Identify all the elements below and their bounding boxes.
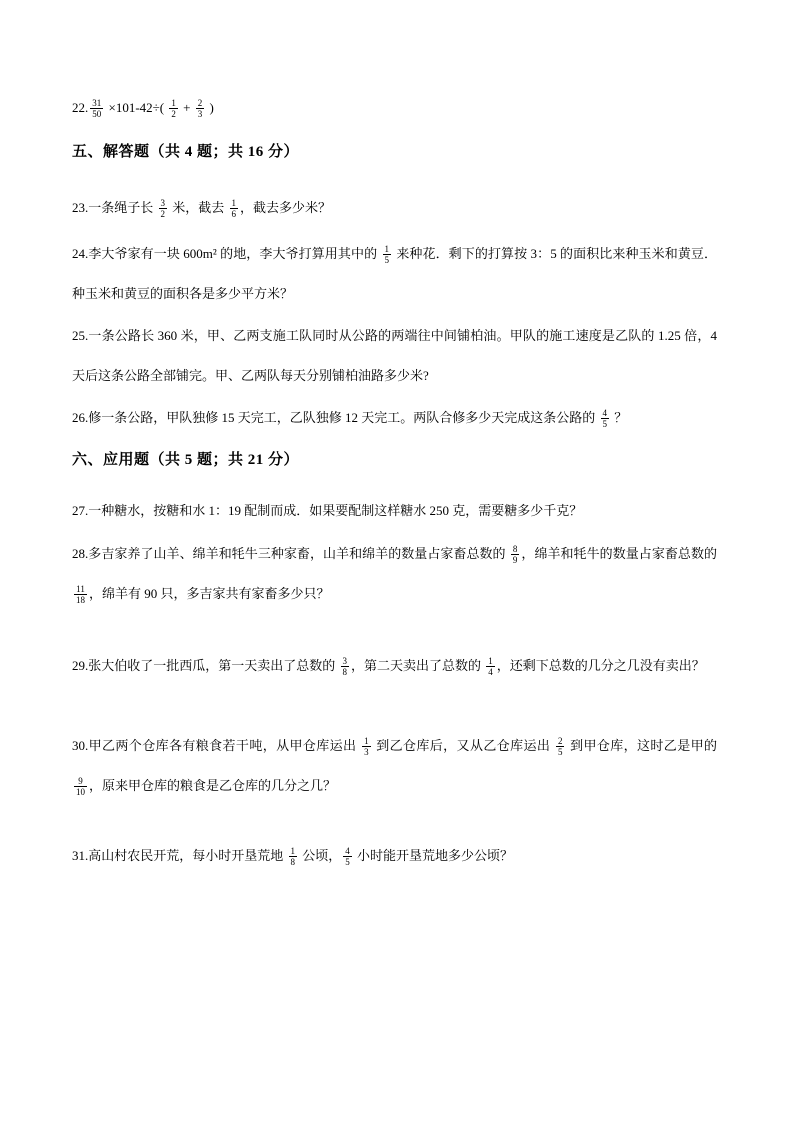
fraction: $\frac{1}{5}$ <box>384 243 389 265</box>
fraction: $\frac{3}{8}$ <box>342 655 348 677</box>
fraction: $\frac{11}{18}$ <box>76 583 85 605</box>
fraction: $\frac{1}{8}$ <box>290 845 296 867</box>
fraction: $\frac{4}{5}$ <box>602 407 608 429</box>
section-heading-5: 五、解答题（共 4 题；共 16 分） <box>72 144 300 160</box>
question-22: 22. $\frac{31}{50}$ ×101-42÷( $\frac{1}{2}$ + $\frac{2}{3}$ ) <box>72 97 214 119</box>
fraction: $\frac{2}{5}$ <box>557 735 563 757</box>
fraction: $\frac{1}{2}$ <box>171 97 176 119</box>
fraction: $\frac{9}{10}$ <box>76 775 85 797</box>
question-23: 23.一条绳子长 $\frac{3}{2}$ 米，截去 $\frac{1}{6}$ ，截去多少米？ <box>72 197 332 219</box>
fraction: $\frac{4}{5}$ <box>345 845 350 867</box>
fraction: $\frac{1}{6}$ <box>231 197 237 219</box>
question-28: 28.多吉家养了山羊、绵羊和牦牛三种家畜，山羊和绵羊的数量占家畜总数的 $\frac{8}{9}$ ，绵羊和牦牛的数量占家畜总数的 $\frac{11}{18}$ ，绵羊有 90 只，多吉家共有家畜多少只？ <box>72 543 717 605</box>
fraction: $\frac{3}{2}$ <box>160 197 166 219</box>
question-25: 25.一条公路长 360 米，甲、乙两支施工队同时从公路的两端往中间铺柏油。甲队的施工速度是乙队的 1.25 倍，4 天后这条公路全部铺完。甲、乙两队每天分别铺柏油路多少米? <box>72 328 717 383</box>
question-26: 26.修一条公路，甲队独修 15 天完工，乙队独修 12 天完工。两队合修多少天完成这条公路的 $\frac{4}{5}$ ？ <box>72 407 628 429</box>
fraction: $\frac{8}{9}$ <box>512 543 518 565</box>
question-30: 30.甲乙两个仓库各有粮食若干吨，从甲仓库运出 $\frac{1}{3}$ 到乙仓库后，又从乙仓库运出 $\frac{2}{5}$ 到甲仓库，这时乙是甲的 $\frac{9}{10}$ ，原来甲仓库的粮食是乙仓库的几分之几？ <box>72 735 717 797</box>
section-heading-6: 六、应用题（共 5 题；共 21 分） <box>72 452 300 468</box>
question-31: 31.高山村农民开荒，每小时开垦荒地 $\frac{1}{8}$ 公顷， $\frac{4}{5}$ 小时能开垦荒地多少公顷？ <box>72 845 514 867</box>
question-27: 27.一种糖水，按糖和水 1：19 配制而成．如果要配制这样糖水 250 克，需要糖多少千克？ <box>72 503 583 518</box>
question-29: 29.张大伯收了一批西瓜，第一天卖出了总数的 $\frac{3}{8}$ ，第二天卖出了总数的 $\frac{1}{4}$ ，还剩下总数的几分之几没有卖出？ <box>72 655 705 677</box>
fraction: $\frac{31}{50}$ <box>92 97 102 119</box>
question-24: 24.李大爷家有一块 600m² 的地，李大爷打算用其中的 $\frac{1}{5}$ 来种花．剩下的打算按 3：5 的面积比来种玉米和黄豆．种玉米和黄豆的面积各是多少平方米？ <box>72 243 717 301</box>
fraction: $\frac{1}{4}$ <box>488 655 493 677</box>
fraction: $\frac{1}{3}$ <box>364 735 369 757</box>
fraction: $\frac{2}{3}$ <box>197 97 203 119</box>
